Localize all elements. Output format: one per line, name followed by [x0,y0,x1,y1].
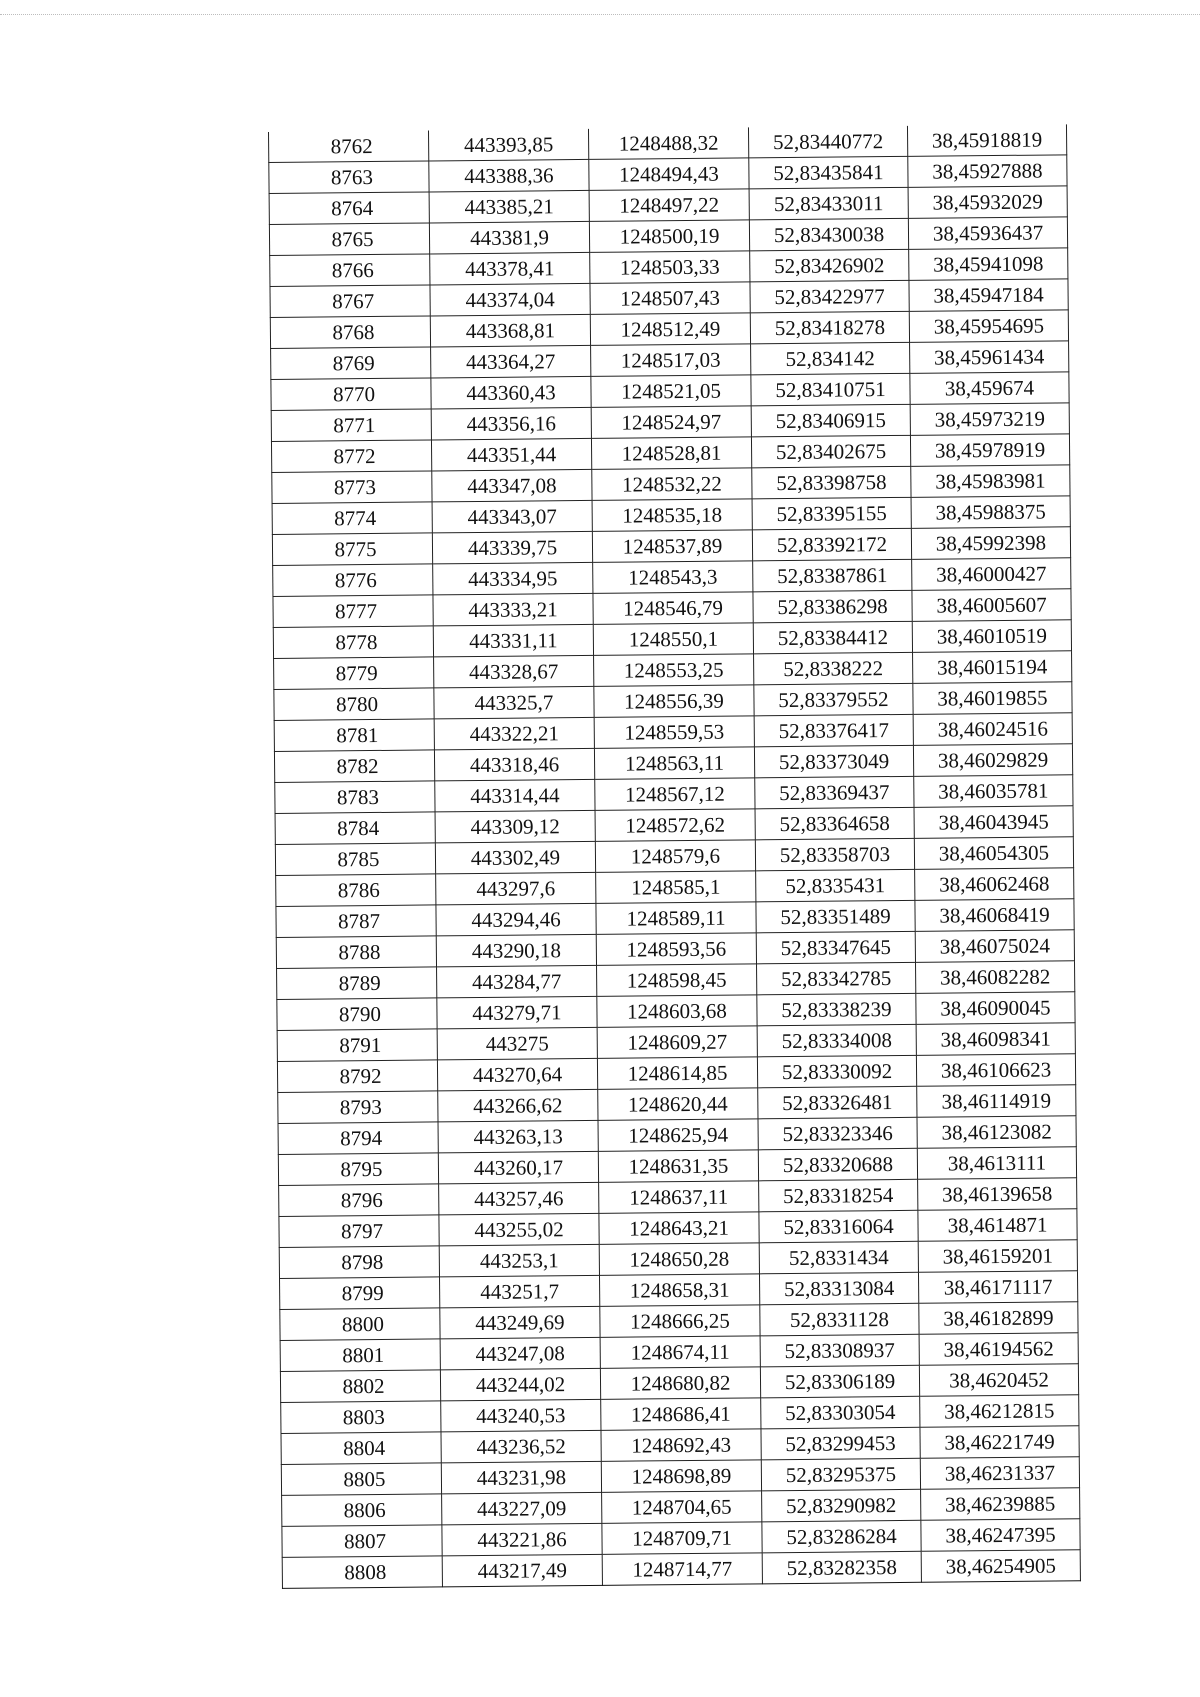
table-cell: 1248585,1 [596,871,756,904]
table-cell: 443347,08 [432,469,592,502]
table-cell: 52,83435841 [749,156,908,189]
table-cell: 8788 [276,936,436,969]
table-cell: 38,46024516 [913,713,1072,746]
table-cell: 8789 [277,967,437,1000]
table-cell: 1248535,18 [592,499,752,532]
table-cell: 38,46098341 [916,1023,1075,1056]
table-cell: 38,46075024 [915,930,1074,963]
table-cell: 52,83402675 [751,435,910,468]
table-cell: 52,83410751 [751,373,910,406]
table-cell: 1248572,62 [595,809,755,842]
table-cell: 52,83299453 [761,1427,920,1460]
table-cell: 38,46247395 [921,1519,1080,1552]
table-cell: 443221,86 [442,1523,602,1556]
table-cell: 8801 [280,1339,440,1372]
table-cell: 443255,02 [439,1213,599,1246]
table-cell: 443257,46 [439,1182,599,1215]
table-cell: 443364,27 [431,345,591,378]
table-cell: 8774 [272,502,432,535]
table-cell: 1248698,89 [601,1460,761,1493]
table-cell: 1248658,31 [599,1274,759,1307]
coordinates-table [268,124,1081,1589]
table-cell: 52,83364658 [755,807,914,840]
table-cell: 8778 [273,626,433,659]
table-cell: 443290,18 [436,934,596,967]
table-cell: 52,83433011 [749,187,908,220]
table-cell: 8805 [281,1463,441,1496]
table-cell: 8784 [275,812,435,845]
table-cell: 38,46054305 [914,837,1073,870]
table-cell: 52,83398758 [752,466,911,499]
table-cell: 52,83342785 [757,962,916,995]
table-cell: 8772 [271,440,431,473]
table-cell: 52,83426902 [750,249,909,282]
table-cell: 38,46221749 [920,1426,1079,1459]
table-cell: 8787 [276,905,436,938]
table-cell: 38,46000427 [912,558,1071,591]
table-cell: 1248609,27 [597,1026,757,1059]
table-cell: 1248497,22 [589,189,749,222]
table-cell: 8796 [279,1184,439,1217]
table-cell: 38,46015194 [913,651,1072,684]
coordinates-table-body [268,124,1080,1588]
table-cell: 443251,7 [439,1275,599,1308]
table-cell: 443240,53 [441,1399,601,1432]
table-cell: 8786 [276,874,436,907]
table-cell: 1248650,28 [599,1243,759,1276]
table-cell: 52,83290982 [762,1489,921,1522]
table-cell: 443374,04 [430,283,590,316]
table-cell: 1248692,43 [601,1429,761,1462]
table-cell: 443388,36 [429,159,589,192]
table-cell: 1248563,11 [594,747,754,780]
table-cell: 38,45992398 [911,527,1070,560]
table-cell: 443294,46 [436,903,596,936]
table-cell: 8771 [271,409,431,442]
table-cell: 1248503,33 [590,251,750,284]
table-cell: 8767 [270,285,430,318]
table-cell: 8769 [271,347,431,380]
table-cell: 443275 [437,1027,597,1060]
table-cell: 8766 [270,254,430,287]
table-cell: 8775 [272,533,432,566]
table-cell: 38,46231337 [920,1457,1079,1490]
table-cell: 443381,9 [429,221,589,254]
table-cell: 38,45932029 [908,186,1067,219]
table-cell: 52,8335431 [756,869,915,902]
table-cell: 1248488,32 [588,127,748,159]
table-cell: 8791 [277,1029,437,1062]
table-cell: 52,83330092 [757,1055,916,1088]
table-cell: 8806 [282,1494,442,1527]
table-cell: 443270,64 [437,1058,597,1091]
table-cell: 443260,17 [438,1151,598,1184]
table-cell: 52,83286284 [762,1520,921,1553]
table-cell: 52,83379552 [754,683,913,716]
table-cell: 52,83376417 [754,714,913,747]
table-cell: 38,46159201 [918,1240,1077,1273]
table-cell: 1248603,68 [597,995,757,1028]
table-cell: 443263,13 [438,1120,598,1153]
table-cell: 443227,09 [442,1492,602,1525]
table-cell: 443385,21 [429,190,589,223]
table-cell: 8804 [281,1432,441,1465]
table-cell: 443351,44 [431,438,591,471]
table-cell: 52,83395155 [752,497,911,530]
table-cell: 443378,41 [430,252,590,285]
table-cell: 52,83406915 [751,404,910,437]
table-cell: 8802 [280,1370,440,1403]
table-cell: 8792 [277,1060,437,1093]
table-cell: 8794 [278,1122,438,1155]
table-cell: 1248550,1 [593,623,753,656]
table-cell: 52,83303054 [761,1396,920,1429]
table-cell: 38,45954695 [909,310,1068,343]
table-cell: 52,83308937 [760,1334,919,1367]
table-cell: 443231,98 [441,1461,601,1494]
table-cell: 52,83282358 [762,1551,921,1584]
table-cell: 38,46082282 [916,961,1075,994]
table-cell: 8770 [271,378,431,411]
table-cell: 38,46043945 [914,806,1073,839]
table-cell: 38,45983981 [911,465,1070,498]
table-cell: 38,46010519 [912,620,1071,653]
table-cell: 443217,49 [442,1554,602,1587]
table-cell: 38,46194562 [919,1333,1078,1366]
table-cell: 8763 [269,161,429,194]
table-cell: 1248631,35 [598,1150,758,1183]
table-cell: 1248614,85 [597,1057,757,1090]
table-cell: 52,83351489 [756,900,915,933]
table-cell: 443284,77 [437,965,597,998]
table-cell: 38,4614871 [918,1209,1077,1242]
table-cell: 1248598,45 [597,964,757,997]
table-cell: 52,83369437 [755,776,914,809]
table-cell: 1248625,94 [598,1119,758,1152]
table-cell: 8790 [277,998,437,1031]
table-cell: 1248709,71 [602,1522,762,1555]
table-cell: 38,46114919 [917,1085,1076,1118]
table-cell: 38,4620452 [919,1364,1078,1397]
table-cell: 1248537,89 [592,530,752,563]
table-cell: 8773 [272,471,432,504]
table-cell: 443343,07 [432,500,592,533]
table-cell: 1248507,43 [590,282,750,315]
table-cell: 52,8331434 [759,1241,918,1274]
table-cell: 38,46019855 [913,682,1072,715]
table-cell: 8781 [274,719,434,752]
table-cell: 443249,69 [440,1306,600,1339]
table-cell: 52,83338239 [757,993,916,1026]
table-cell: 38,46062468 [915,868,1074,901]
table-cell: 38,46005607 [912,589,1071,622]
table-cell: 443322,21 [434,717,594,750]
table-cell: 38,46106623 [916,1054,1075,1087]
table-cell: 38,46171117 [918,1271,1077,1304]
table-cell: 52,8338222 [754,652,913,685]
table-cell: 8780 [274,688,434,721]
table-cell: 1248532,22 [592,468,752,501]
table-cell: 8798 [279,1246,439,1279]
table-cell: 38,459674 [910,372,1069,405]
table-cell: 52,83418278 [750,311,909,344]
table-cell: 52,83320688 [758,1148,917,1181]
table-cell: 443247,08 [440,1337,600,1370]
table-cell: 8777 [273,595,433,628]
table-cell: 443314,44 [435,779,595,812]
table-cell: 38,45978919 [910,434,1069,467]
table-cell: 52,8331128 [760,1303,919,1336]
table-cell: 1248714,77 [602,1553,762,1586]
table-cell: 52,83358703 [755,838,914,871]
table-cell: 38,46068419 [915,899,1074,932]
table-cell: 8782 [274,750,434,783]
table-cell: 1248686,41 [601,1398,761,1431]
table-cell: 52,83295375 [761,1458,920,1491]
table-cell: 38,46182899 [919,1302,1078,1335]
table-cell: 1248559,53 [594,716,754,749]
table-cell: 38,46254905 [921,1550,1080,1583]
table-cell: 8783 [275,781,435,814]
table-cell: 38,46139658 [918,1178,1077,1211]
table-cell: 443334,95 [433,562,593,595]
table-cell: 443328,67 [434,655,594,688]
coordinates-table-container [268,124,1080,1589]
table-cell: 52,83347645 [756,931,915,964]
table-cell: 443368,81 [430,314,590,347]
table-cell: 8785 [275,843,435,876]
table-cell: 8762 [268,130,428,162]
table-cell: 52,83323346 [758,1117,917,1150]
table-cell: 38,4613111 [917,1147,1076,1180]
table-cell: 38,46029829 [913,744,1072,777]
table-cell: 38,46035781 [914,775,1073,808]
table-cell: 8808 [282,1556,442,1589]
table-cell: 38,45947184 [909,279,1068,312]
table-cell: 38,45936437 [908,217,1067,250]
table-cell: 52,83318254 [759,1179,918,1212]
table-cell: 1248524,97 [591,406,751,439]
table-cell: 52,83313084 [759,1272,918,1305]
table-cell: 443339,75 [432,531,592,564]
table-cell: 1248512,49 [590,313,750,346]
table-cell: 8795 [278,1153,438,1186]
table-cell: 1248589,11 [596,902,756,935]
table-cell: 1248546,79 [593,592,753,625]
table-cell: 52,83430038 [749,218,908,251]
table-cell: 38,46212815 [920,1395,1079,1428]
table-cell: 8803 [281,1401,441,1434]
table-cell: 1248553,25 [594,654,754,687]
table-cell: 1248593,56 [596,933,756,966]
table-cell: 1248674,11 [600,1336,760,1369]
table-cell: 52,83440772 [748,126,907,158]
table-cell: 443253,1 [439,1244,599,1277]
table-cell: 443302,49 [435,841,595,874]
table-cell: 8797 [279,1215,439,1248]
table-cell: 38,45988375 [911,496,1070,529]
table-cell: 1248500,19 [589,220,749,253]
table-cell: 1248543,3 [593,561,753,594]
table-cell: 38,45973219 [910,403,1069,436]
scan-edge-line [0,14,1200,15]
table-cell: 38,45927888 [908,155,1067,188]
table-cell: 52,83387861 [753,559,912,592]
table-cell: 1248704,65 [602,1491,762,1524]
table-cell: 443325,7 [434,686,594,719]
table-cell: 52,83316064 [759,1210,918,1243]
table-cell: 52,83422977 [750,280,909,313]
table-cell: 1248528,81 [591,437,751,470]
table-cell: 1248637,11 [599,1181,759,1214]
table-cell: 1248620,44 [598,1088,758,1121]
table-cell: 1248494,43 [589,158,749,191]
table-cell: 8776 [273,564,433,597]
table-cell: 52,83373049 [754,745,913,778]
table-cell: 443309,12 [435,810,595,843]
table-row [282,1550,1080,1589]
table-cell: 8765 [269,223,429,256]
table-cell: 443360,43 [431,376,591,409]
table-cell: 8793 [278,1091,438,1124]
table-cell: 1248680,82 [600,1367,760,1400]
table-cell: 1248517,03 [591,344,751,377]
table-cell: 1248567,12 [595,778,755,811]
table-cell: 38,46090045 [916,992,1075,1025]
table-cell: 443333,21 [433,593,593,626]
table-cell: 1248666,25 [600,1305,760,1338]
table-cell: 52,83306189 [760,1365,919,1398]
table-cell: 1248521,05 [591,375,751,408]
table-cell: 443318,46 [434,748,594,781]
table-cell: 8800 [280,1308,440,1341]
table-cell: 443331,11 [433,624,593,657]
table-cell: 52,83392172 [752,528,911,561]
table-cell: 38,46123082 [917,1116,1076,1149]
table-cell: 38,45941098 [909,248,1068,281]
table-cell: 443297,6 [436,872,596,905]
table-cell: 52,83386298 [753,590,912,623]
table-cell: 443393,85 [428,129,588,161]
table-cell: 52,83326481 [758,1086,917,1119]
table-cell: 52,83334008 [757,1024,916,1057]
table-cell: 8807 [282,1525,442,1558]
table-cell: 8799 [280,1277,440,1310]
table-cell: 443244,02 [440,1368,600,1401]
table-cell: 443279,71 [437,996,597,1029]
table-cell: 443266,62 [438,1089,598,1122]
table-cell: 52,834142 [751,342,910,375]
table-cell: 8768 [270,316,430,349]
table-cell: 1248643,21 [599,1212,759,1245]
table-cell: 38,45918819 [907,124,1066,156]
table-cell: 8764 [269,192,429,225]
table-cell: 52,83384412 [753,621,912,654]
table-cell: 1248579,6 [595,840,755,873]
table-cell: 443356,16 [431,407,591,440]
table-cell: 8779 [274,657,434,690]
table-cell: 1248556,39 [594,685,754,718]
table-cell: 38,46239885 [921,1488,1080,1521]
table-cell: 38,45961434 [910,341,1069,374]
table-cell: 443236,52 [441,1430,601,1463]
